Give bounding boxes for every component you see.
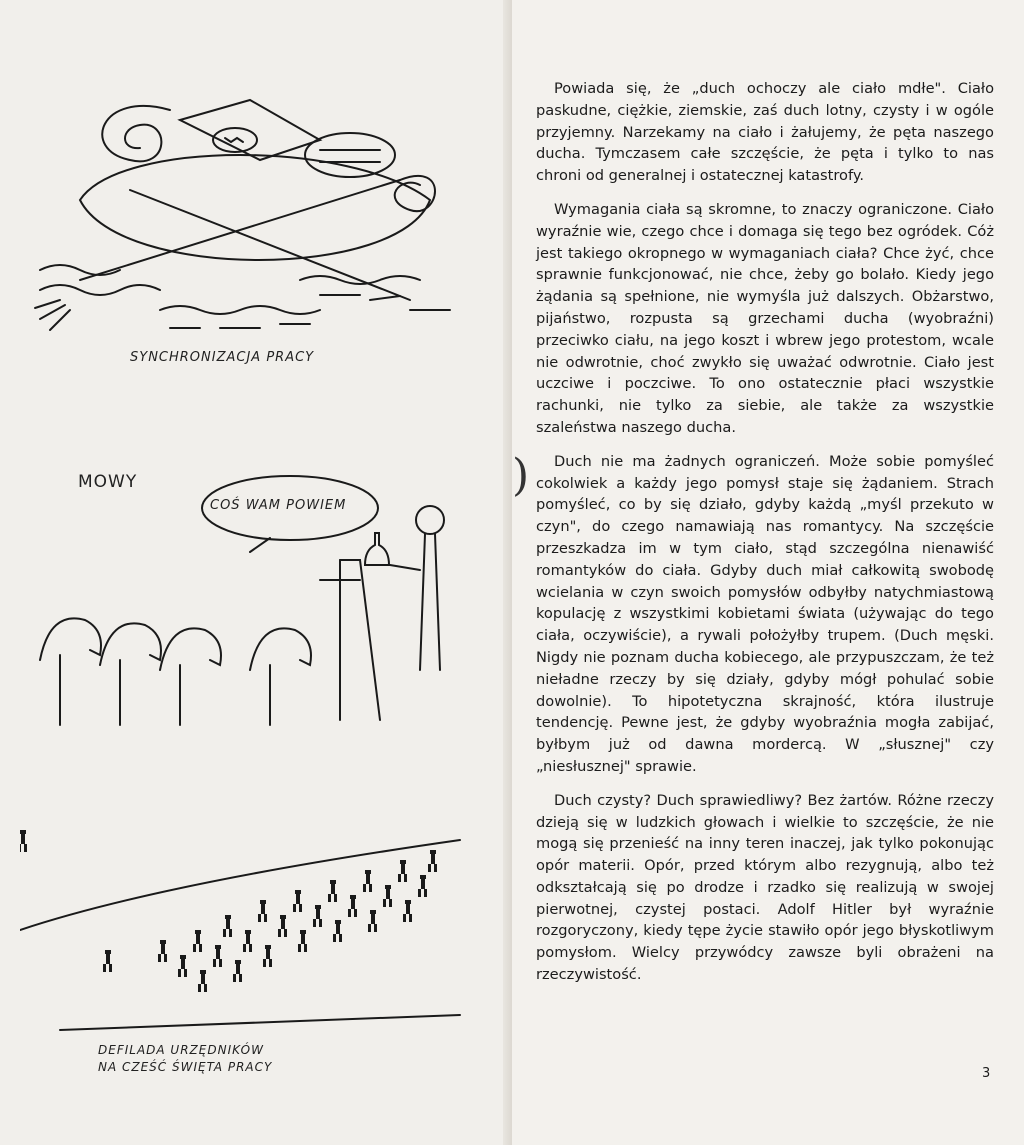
article-text xyxy=(536,78,994,998)
paragraph-3: Duch nie ma żadnych ograniczeń. Może sobie pomyśleć cokolwiek a każdy jego pomysł staje się żądaniem. Strach pomyśleć, co by się działo, gdyby każdą „myśl przekuto w czyn", do czego namawiają nas romantycy. Na szczęście przeszkadza im w tym ciało, stąd szczególna nienawiść romantyków do ciała. Gdyby duch miał całkowitą swobodę wcielania w czyn swoich pomysłów odbyłby natychmiastową kopulację z wszystkimi kobietami świata (używając do tego ciała, oczywiście), a rywali położyłby trupem. (Duch męski. Nigdy nie poznam ducha kobiecego, ale przypuszczam, że też nieładne rzeczy by się działy, gdyby mógł pohulać sobie dowolnie). To hipotetyczna skrajność, która ilustruje tendencję. Pewne jest, że gdyby wyobraźnia mogła zabijać, byłbym już od dawna mordercą. W „słusznej" czy „niesłusznej" sprawie. xyxy=(536,452,994,775)
cartoon-2-label: MOWY xyxy=(78,472,138,492)
margin-bracket-mark: ) xyxy=(512,450,530,501)
cartoon-3-caption-1: DEFILADA URZĘDNIKÓW xyxy=(98,1043,264,1057)
cartoon-synchronizacja-pracy xyxy=(20,80,490,350)
cartoon-defilada xyxy=(20,830,490,1040)
paragraph-4: Duch czysty? Duch sprawiedliwy? Bez żartów. Różne rzeczy dzieją się w ludzkich głowach i wielkie to szczęście, że nie mogą się przenieść na inny teren inaczej, jak tylko pokonując opór materii. Opór, przed którym albo rezygnują, albo też odkształcają się po drodze i rzadko się realizują w swojej pierwotnej, czystej postaci. Adolf Hitler był wyraźnie rozgoryczony, kiedy tępe życie stawiło opór jego błyskotliwym pomysłom. Wielcy przywódcy zawsze byli obrażeni na rzeczywistość. xyxy=(536,791,994,984)
paragraph-1: Powiada się, że „duch ochoczy ale ciało mdłe". Ciało paskudne, ciężkie, ziemskie, zaś duch lotny, czysty i w ogóle przyjemny. Narzekamy na ciało i żałujemy, że pęta naszego ducha. Tymczasem całe szczęście, że pęta i tylko to nas chroni od generalnej i ostatecznej katastrofy. xyxy=(536,80,994,185)
cartoon-3-caption-2: NA CZEŚĆ ŚWIĘTA PRACY xyxy=(98,1060,273,1074)
cartoon-2-speech: COŚ WAM POWIEM xyxy=(210,498,347,513)
page-number: 3 xyxy=(982,1066,991,1081)
paragraph-2: Wymagania ciała są skromne, to znaczy ograniczone. Ciało wyraźnie wie, czego chce i domaga się tego bez ogródek. Cóż jest takiego okropnego w wymaganiach ciała? Chce żyć, chce sprawnie funkcjonować, nie chce, żeby go bolało. Kiedy jego żądania są spełnione, nie wymyśla już dalszych. Obżarstwo, pijaństwo, rozpusta są grzechami ducha (wyobraźni) przeciwko ciału, na jego koszt i wbrew jego protestom, wcale nie odwrotnie, choć zwykło się uważać odwrotnie. Ciało jest uczciwe i poczciwe. To ono ostatecznie płaci wszystkie rachunki, nie tylko za siebie, ale także za wszystkie szaleństwa naszego ducha. xyxy=(536,200,994,436)
cartoon-1-caption: SYNCHRONIZACJA PRACY xyxy=(130,350,315,365)
